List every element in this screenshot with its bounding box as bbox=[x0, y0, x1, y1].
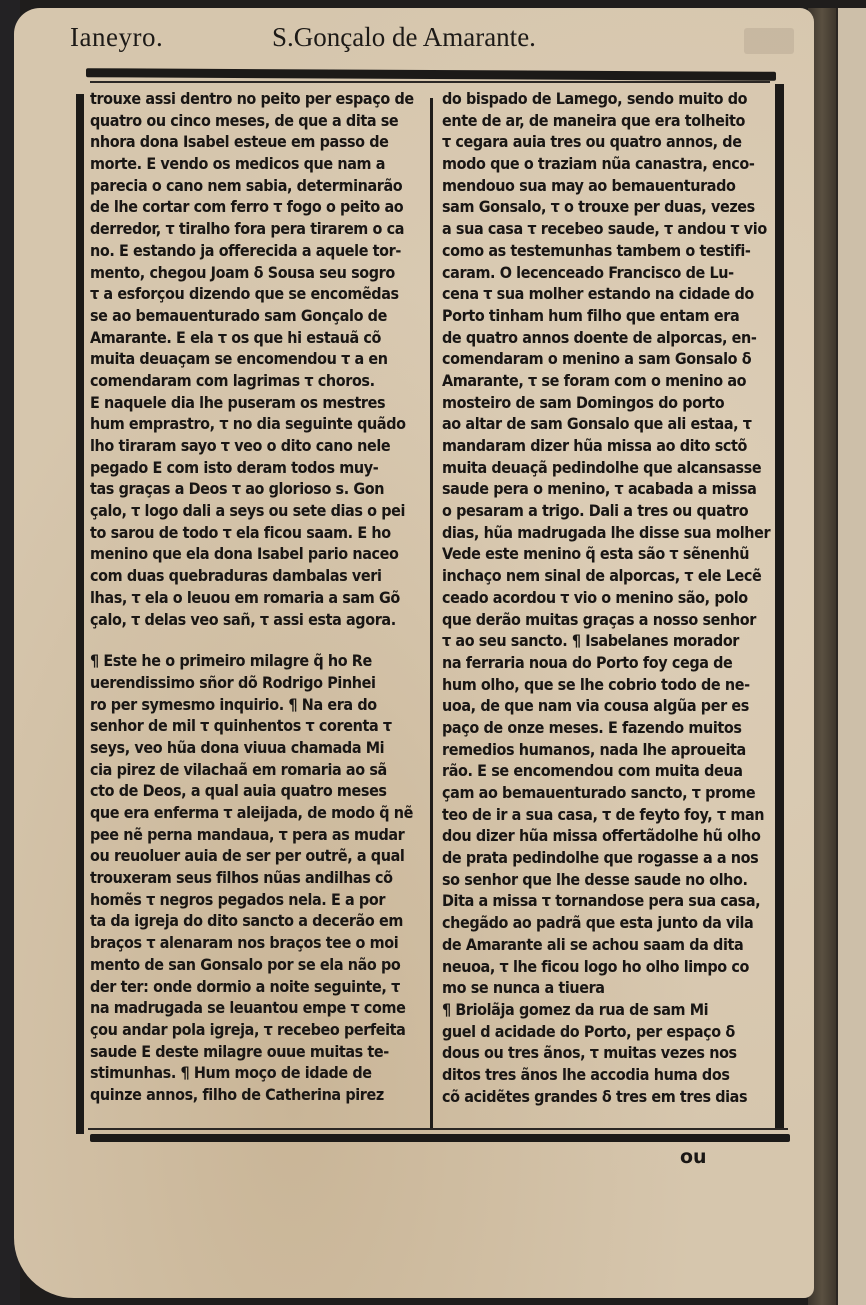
text-line: quinze annos, filho de Catherina pirez bbox=[90, 1084, 384, 1104]
text-line: uerendissimo sñor dõ Rodrigo Pinhei bbox=[90, 672, 376, 692]
text-line: cto de Deos, a qual auia quatro meses bbox=[90, 781, 387, 801]
text-line: na ferraria noua do Porto foy cega de bbox=[442, 652, 733, 672]
text-line: no. E estando ja offerecida a aquele tor- bbox=[90, 240, 401, 260]
text-line: Vede este menino q̃ esta são τ sẽnenhũ bbox=[442, 544, 750, 564]
text-line: de lhe cortar com ferro τ fogo o peito ao bbox=[90, 197, 404, 217]
text-line: nhora dona Isabel esteue em passo de bbox=[90, 132, 389, 152]
book-page bbox=[14, 8, 814, 1298]
catchword: ou bbox=[680, 1146, 707, 1168]
text-line: caram. O lecenceado Francisco de Lu- bbox=[442, 262, 734, 282]
text-line: derredor, τ tiralho fora pera tirarem o ca bbox=[90, 219, 405, 239]
paragraph-gap bbox=[90, 630, 426, 650]
text-line: inchaço nem sinal de alporcas, τ ele Lecẽ bbox=[442, 566, 762, 586]
running-head-month: Ianeyro. bbox=[70, 22, 164, 52]
text-line: ¶ Este he o primeiro milagre q̃ ho Re bbox=[90, 651, 372, 671]
text-line: mosteiro de sam Domingos do porto bbox=[442, 392, 725, 412]
text-line: lho tiraram sayo τ veo o dito cano nele bbox=[90, 436, 391, 455]
running-head bbox=[14, 22, 814, 62]
running-head-title: S.Gonçalo de Amarante. bbox=[272, 22, 536, 52]
text-line: dou dizer hũa missa offertãdolhe hũ olho bbox=[442, 826, 761, 846]
text-line: a sua casa τ recebeo saude, τ andou τ vio bbox=[442, 219, 767, 239]
text-line: Dita a missa τ tornandose pera sua casa, bbox=[442, 891, 761, 911]
text-line: que derão muitas graças a nosso senhor bbox=[442, 609, 756, 629]
text-line: saude pera o menino, τ acabada a missa bbox=[442, 479, 757, 499]
text-line: trouxeram seus filhos nũas andilhas cõ bbox=[90, 868, 393, 888]
text-line: lhas, τ ela o leuou em romaria a sam Gõ bbox=[90, 587, 400, 607]
text-line: hum olho, que se lhe cobrio todo de ne- bbox=[442, 674, 750, 694]
text-line: comendaram com lagrimas τ choros. bbox=[90, 370, 375, 390]
text-line: se ao bemauenturado sam Gonçalo de bbox=[90, 305, 387, 325]
text-line: homẽs τ negros pegados nela. E a por bbox=[90, 889, 386, 909]
text-line: menino que ela dona Isabel pario naceo bbox=[90, 544, 399, 564]
text-line: mento de san Gonsalo por se ela não po bbox=[90, 954, 401, 974]
show-through-ghost-text bbox=[744, 28, 794, 54]
text-line: muita deuaçam se encomendou τ a en bbox=[90, 349, 388, 369]
text-line: ao altar de sam Gonsalo que ali estaa, τ bbox=[442, 414, 752, 434]
text-line: seys, veo hũa dona viuua chamada Mi bbox=[90, 737, 385, 757]
text-line: remedios humanos, nada lhe aproueita bbox=[442, 739, 746, 759]
text-line: çalo, τ logo dali a seys ou sete dias o pei bbox=[90, 501, 406, 521]
text-line: de quatro annos doente de alporcas, en- bbox=[442, 327, 757, 347]
text-line: cia pirez de vilachaã em romaria ao sã bbox=[90, 759, 387, 779]
text-line: Amarante, τ se foram com o menino ao bbox=[442, 370, 747, 390]
text-line: ta da igreja do dito sancto a decerão em bbox=[90, 911, 404, 931]
text-line: que era enferma τ aleijada, de modo q̃ nẽ bbox=[90, 803, 413, 822]
text-line: Porto tinham hum filho que entam era bbox=[442, 305, 740, 325]
text-line: mo se nunca a tiuera bbox=[442, 978, 605, 998]
text-line: teo de ir a sua casa, τ de feyto foy, τ man bbox=[442, 804, 765, 824]
text-line: trouxe assi dentro no peito per espaço de bbox=[90, 89, 414, 108]
text-line: sam Gonsalo, τ o trouxe per duas, vezes bbox=[442, 197, 755, 217]
text-line: saude E deste milagre ouue muitas te- bbox=[90, 1041, 389, 1061]
text-line: senhor de mil τ quinhentos τ corenta τ bbox=[90, 716, 392, 736]
text-line: mendouo sua may ao bemauenturado bbox=[442, 175, 736, 195]
text-line: pegado E com isto deram todos muy- bbox=[90, 457, 379, 477]
text-line: Amarante. E ela τ os que hi estauã cõ bbox=[90, 327, 381, 347]
bottom-rule bbox=[90, 1134, 790, 1142]
text-line: ditos tres ãnos lhe accodia huma dos bbox=[442, 1064, 730, 1084]
top-rule-thin bbox=[90, 81, 770, 83]
text-line: com duas quebraduras dambalas veri bbox=[90, 566, 382, 586]
text-line: do bispado de Lamego, sendo muito do bbox=[442, 89, 748, 108]
text-line: braços τ alenaram nos braços tee o moi bbox=[90, 933, 399, 953]
text-line: neuoa, τ lhe ficou logo ho olho limpo co bbox=[442, 956, 749, 976]
left-frame-bar bbox=[76, 94, 84, 1134]
text-line: τ a esforçou dizendo que se encomẽdas bbox=[90, 284, 399, 304]
text-line: tas graças a Deos τ ao glorioso s. Gon bbox=[90, 479, 385, 499]
text-line: cena τ sua molher estando na cidade do bbox=[442, 284, 754, 304]
text-line: çam ao bemauenturado sancto, τ prome bbox=[442, 783, 756, 802]
text-column-right bbox=[442, 88, 772, 1107]
text-line: como as testemunhas tambem o testifi- bbox=[442, 240, 751, 260]
text-line: quatro ou cinco meses, de que a dita se bbox=[90, 110, 399, 130]
bottom-rule-thin bbox=[88, 1128, 788, 1130]
text-line: çou andar pola igreja, τ recebeo perfeita bbox=[90, 1019, 406, 1039]
text-line: τ cegara auia tres ou quatro annos, de bbox=[442, 132, 742, 152]
text-line: der ter: onde dormio a noite seguinte, τ bbox=[90, 976, 400, 996]
text-line: stimunhas. ¶ Hum moço de idade de bbox=[90, 1063, 372, 1083]
text-line: chegãdo ao padrã que esta junto da vila bbox=[442, 913, 754, 933]
text-line: dias, hũa madrugada lhe disse sua molher bbox=[442, 522, 771, 542]
text-line: ceado acordou τ vio o menino são, polo bbox=[442, 587, 748, 607]
text-line: morte. E vendo os medicos que nam a bbox=[90, 154, 386, 174]
text-line: muita deuaçã pedindolhe que alcansasse bbox=[442, 457, 762, 477]
text-column-left bbox=[90, 88, 426, 1106]
text-line: hum emprastro, τ no dia seguinte quãdo bbox=[90, 414, 406, 434]
text-line: de prata pedindolhe que rogasse a a nos bbox=[442, 848, 759, 868]
text-line: pee nẽ perna mandaua, τ pera as mudar bbox=[90, 824, 405, 844]
text-line: dous ou tres ãnos, τ muitas vezes nos bbox=[442, 1043, 737, 1063]
facing-page-edge bbox=[836, 8, 866, 1305]
text-line: ro per symesmo inquirio. ¶ Na era do bbox=[90, 694, 377, 714]
text-line: ente de ar, de maneira que era tolheito bbox=[442, 110, 745, 130]
text-line: parecia o cano nem sabia, determinarão bbox=[90, 175, 403, 195]
column-divider bbox=[430, 98, 433, 1128]
text-line: to sarou de todo τ ela ficou saam. E ho bbox=[90, 522, 391, 542]
text-line: mandaram dizer hũa missa ao dito sctõ bbox=[442, 436, 747, 455]
text-line: comendaram o menino a sam Gonsalo δ bbox=[442, 349, 752, 369]
text-line: cõ acidẽtes grandes δ tres em tres dias bbox=[442, 1086, 748, 1106]
text-line: na madrugada se leuantou empe τ come bbox=[90, 998, 406, 1018]
text-line: çalo, τ delas veo sañ, τ assi esta agora. bbox=[90, 609, 396, 629]
text-line: paço de onze meses. E fazendo muitos bbox=[442, 717, 742, 737]
text-line: E naquele dia lhe puseram os mestres bbox=[90, 392, 386, 412]
text-line: rão. E se encomendou com muita deua bbox=[442, 761, 743, 781]
text-line: so senhor que lhe desse saude no olho. bbox=[442, 869, 748, 889]
text-line: modo que o traziam nũa canastra, enco- bbox=[442, 154, 755, 174]
text-line: mento, chegou Joam δ Sousa seu sogro bbox=[90, 262, 395, 282]
text-line: uoa, de que nam via cousa algũa per es bbox=[442, 696, 749, 716]
text-line: ¶ Briolãja gomez da rua de sam Mi bbox=[442, 999, 709, 1019]
text-line: de Amarante ali se achou saam da dita bbox=[442, 934, 744, 954]
right-frame-bar bbox=[775, 84, 784, 1130]
text-line: ou reuoluer auia de ser per outrẽ, a qual bbox=[90, 846, 405, 866]
top-rule bbox=[86, 68, 776, 81]
text-line: τ ao seu sancto. ¶ Isabelanes morador bbox=[442, 631, 740, 651]
text-line: o pesaram a trigo. Dali a tres ou quatro bbox=[442, 501, 749, 521]
text-line: guel d acidade do Porto, per espaço δ bbox=[442, 1021, 735, 1041]
